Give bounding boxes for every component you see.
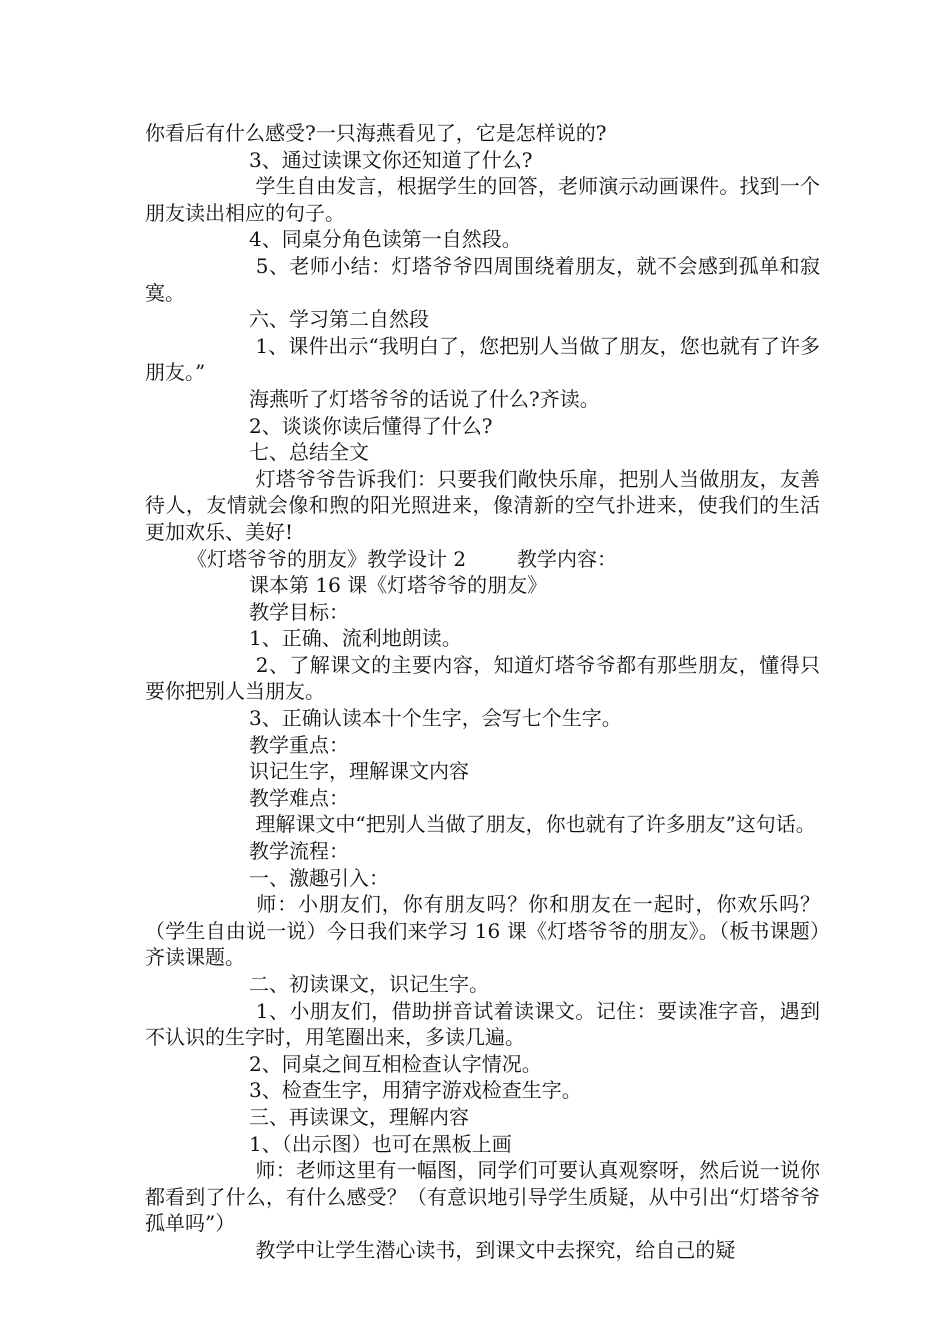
section-heading: 七、总结全文 — [249, 440, 369, 465]
section-heading: 二、初读课文，识记生字。 — [249, 972, 489, 996]
paragraph: 教学中让学生潜心读书，到课文中去探究，给自己的疑 — [249, 1237, 736, 1262]
section-heading: 六、学习第二自然段 — [249, 307, 429, 332]
section-heading: 教学重点： — [249, 732, 349, 757]
section-heading: 三、再读课文，理解内容 — [249, 1104, 469, 1129]
section-heading: 教学流程： — [249, 839, 349, 864]
paragraph: 2、同桌之间互相检查认字情况。 — [249, 1051, 542, 1076]
paragraph: 你看后有什么感受?一只海燕看见了，它是怎样说的? — [145, 121, 607, 145]
paragraph: 学生自由发言，根据学生的回答，老师演示动画课件。找到一个朋友读出相应的句子。 — [145, 174, 821, 225]
paragraph: 3、正确认读本十个生字，会写七个生字。 — [249, 706, 622, 731]
paragraph: 师：老师这里有一幅图，同学们可要认真观察呀，然后说一说你都看到了什么，有什么感受？（有意识地引导学生质疑，从中引出“灯塔爷爷孤单吗”） — [145, 1158, 821, 1236]
paragraph: 师：小朋友们，你有朋友吗？你和朋友在一起时，你欢乐吗？（学生自由说一说）今日我们来学习 16 课《灯塔爷爷的朋友》。（板书课题）齐读课题。 — [145, 892, 821, 970]
section-heading: 教学目标： — [249, 599, 349, 624]
section-heading: 教学难点： — [249, 785, 349, 810]
section-heading: 一、激趣引入： — [249, 865, 389, 890]
paragraph: 理解课文中“把别人当做了朋友，你也就有了许多朋友”这句话。 — [249, 812, 816, 837]
paragraph: 灯塔爷爷告诉我们：只要我们敞快乐扉，把别人当做朋友，友善待人，友情就会像和煦的阳光照进来，像清新的空气扑进来，使我们的生活更加欢乐、美好! — [145, 466, 821, 544]
paragraph: 5、老师小结：灯塔爷爷四周围绕着朋友，就不会感到孤单和寂寞。 — [145, 253, 821, 305]
paragraph: 3、通过读课文你还知道了什么? — [249, 147, 533, 172]
document-body — [145, 120, 820, 1264]
paragraph: 4、同桌分角色读第一自然段。 — [249, 227, 522, 252]
paragraph: 1、正确、流利地朗读。 — [249, 626, 462, 651]
paragraph: 2、了解课文的主要内容，知道灯塔爷爷都有那些朋友，懂得只要你把别人当朋友。 — [145, 652, 821, 704]
paragraph: 1、（出示图）也可在黑板上画 — [249, 1131, 512, 1156]
document-title-line: 《灯塔爷爷的朋友》教学设计 2 教学内容： — [187, 546, 617, 571]
paragraph: 1、小朋友们，借助拼音试着读课文。记住：要读准字音，遇到不认识的生字时，用笔圈出来，多读几遍。 — [145, 998, 821, 1050]
paragraph: 2、谈谈你读后懂得了什么? — [249, 413, 493, 438]
paragraph: 海燕听了灯塔爷爷的话说了什么?齐读。 — [249, 386, 600, 411]
paragraph: 课本第 16 课《灯塔爷爷的朋友》 — [249, 573, 548, 598]
paragraph: 识记生字，理解课文内容 — [249, 759, 469, 784]
paragraph: 1、课件出示“我明白了，您把别人当做了朋友，您也就有了许多朋友。” — [145, 333, 820, 385]
paragraph: 3、检查生字，用猜字游戏检查生字。 — [249, 1078, 582, 1103]
